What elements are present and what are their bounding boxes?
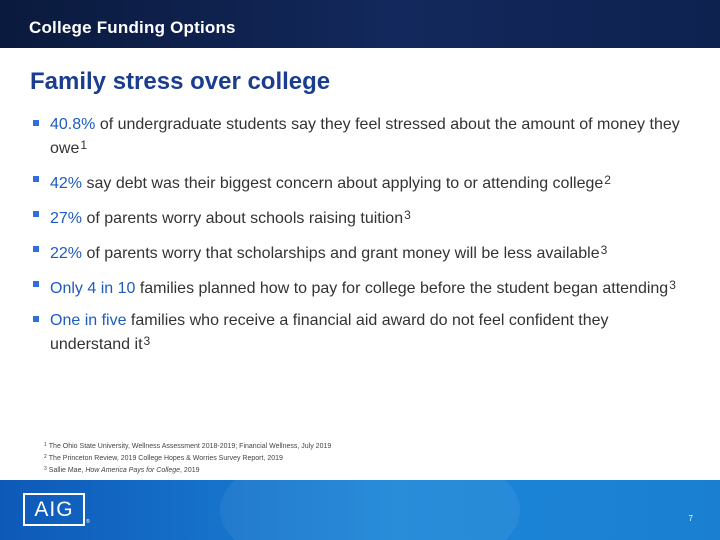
bullet-reference: 3 — [600, 243, 608, 257]
bullet-list — [33, 114, 693, 355]
footnote-number: 2 — [44, 454, 47, 460]
slide-title: Family stress over college — [30, 68, 331, 95]
aig-logo — [23, 493, 85, 526]
footnotes — [44, 440, 331, 476]
logo-text: AIG — [34, 497, 74, 521]
bullet-text: families planned how to pay for college before the student began attending — [135, 280, 669, 297]
page-number: 7 — [688, 514, 693, 523]
bullet-text: of parents worry that scholarships and grant money will be less available — [82, 245, 600, 262]
bullet-highlight: 27% — [50, 210, 83, 227]
bullet-marker-icon — [33, 120, 39, 126]
bullet-item — [33, 310, 693, 355]
bullet-item — [33, 205, 693, 229]
bullet-reference: 1 — [80, 138, 88, 152]
footnote — [44, 440, 331, 452]
bullet-marker-icon — [33, 176, 39, 182]
bullet-text: of parents worry about schools raising tuition — [82, 210, 404, 227]
bullet-reference: 3 — [143, 334, 151, 348]
bullet-highlight: 42% — [50, 175, 83, 192]
bullet-item — [33, 240, 693, 264]
bullet-text: of undergraduate students say they feel stressed about the amount of money they owe — [50, 116, 680, 157]
footnote-number: 3 — [44, 466, 47, 472]
bullet-reference: 2 — [604, 173, 611, 187]
bullet-highlight: Only 4 in 10 — [50, 280, 136, 297]
bullet-highlight: 40.8% — [50, 116, 96, 133]
header-bar — [0, 0, 720, 48]
header-title: College Funding Options — [29, 18, 236, 37]
bullet-text: families who receive a financial aid award do not feel confident they understand it — [50, 312, 609, 353]
logo-registered-mark: ® — [86, 519, 90, 525]
footnote-text-italic: How America Pays for College — [85, 467, 181, 474]
bullet-marker-icon — [33, 316, 39, 322]
bullet-reference: 3 — [669, 278, 676, 292]
footnote-text-prefix: Sallie Mae, — [48, 467, 86, 474]
footnote — [44, 452, 331, 464]
footer-bar — [0, 480, 720, 540]
footnote-number: 1 — [44, 442, 47, 448]
bullet-highlight: 22% — [50, 245, 83, 262]
footnote-text: The Princeton Review, 2019 College Hopes & Worries Survey Report, 2019 — [48, 455, 283, 462]
bullet-marker-icon — [33, 211, 39, 217]
bullet-item — [33, 114, 693, 159]
bullet-marker-icon — [33, 246, 39, 252]
footnote-text: The Ohio State University, Wellness Assessment 2018-2019; Financial Wellness, July 2019 — [48, 443, 332, 450]
bullet-text: say debt was their biggest concern about applying to or attending college — [82, 175, 604, 192]
bullet-highlight: One in five — [50, 312, 127, 329]
footnote — [44, 464, 331, 476]
bullet-item — [33, 170, 693, 194]
bullet-marker-icon — [33, 281, 39, 287]
footnote-text-suffix: , 2019 — [180, 467, 200, 474]
bullet-reference: 3 — [404, 208, 411, 222]
bullet-item — [33, 275, 693, 299]
